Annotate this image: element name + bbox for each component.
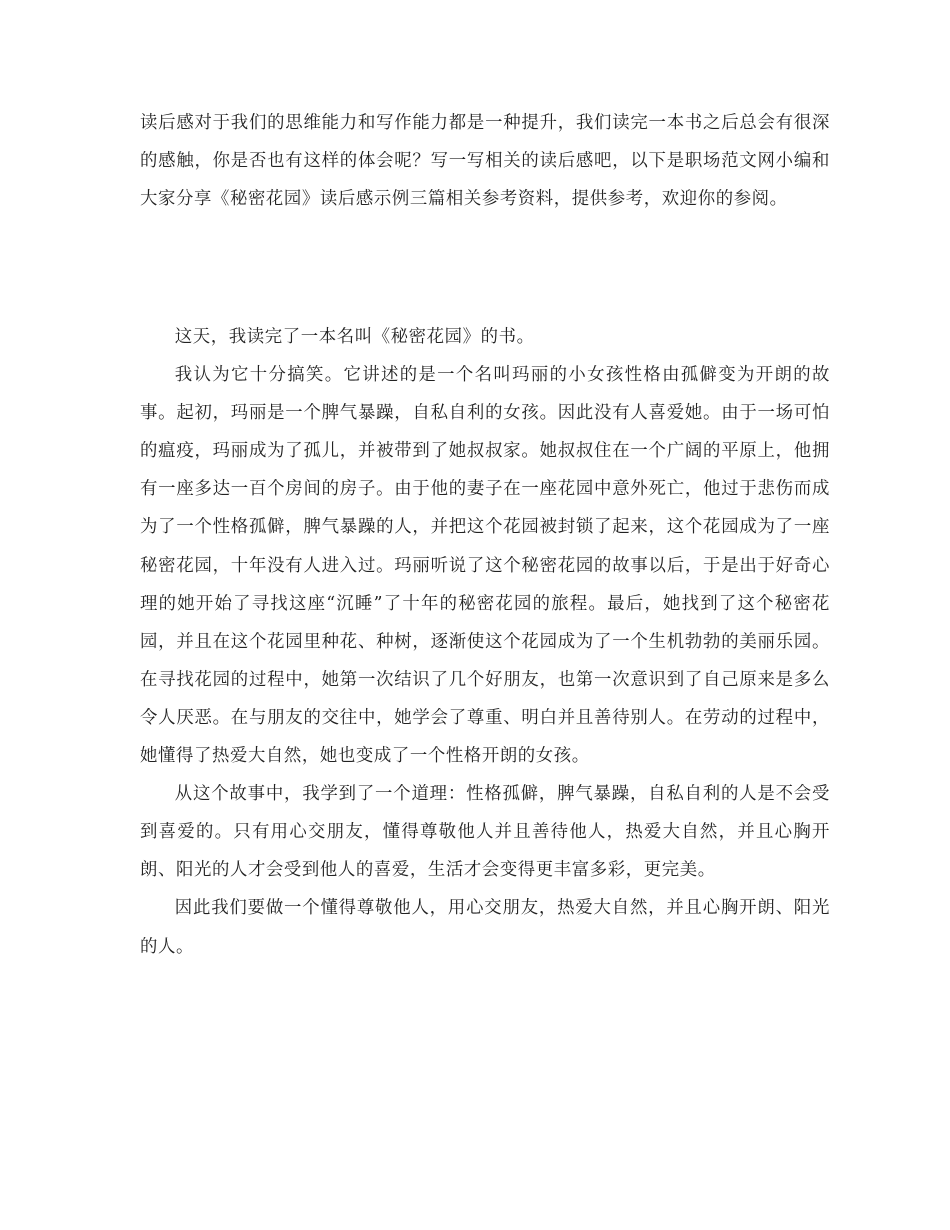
essay-body: [140, 318, 830, 966]
essay-paragraph-2: 我认为它十分搞笑。它讲述的是一个名叫玛丽的小女孩性格由孤僻变为开朗的故事。起初，玛丽是一个脾气暴躁，自私自利的女孩。因此没有人喜爱她。由于一场可怕的瘟疫，玛丽成为了孤儿，并被带到了她叔叔家。她叔叔住在一个广阔的平原上，他拥有一座多达一百个房间的房子。由于他的妻子在一座花园中意外死亡，他过于悲伤而成为了一个性格孤僻，脾气暴躁的人，并把这个花园被封锁了起来，这个花园成为了一座秘密花园，十年没有人进入过。玛丽听说了这个秘密花园的故事以后，于是出于好奇心理的她开始了寻找这座“沉睡”了十年的秘密花园的旅程。最后，她找到了这个秘密花园，并且在这个花园里种花、种树，逐渐使这个花园成为了一个生机勃勃的美丽乐园。在寻找花园的过程中，她第一次结识了几个好朋友，也第一次意识到了自己原来是多么令人厌恶。在与朋友的交往中，她学会了尊重、明白并且善待别人。在劳动的过程中，她懂得了热爱大自然，她也变成了一个性格开朗的女孩。: [140, 365, 830, 767]
essay-paragraph-4: 因此我们要做一个懂得尊敬他人，用心交朋友，热爱大自然，并且心胸开朗、阳光的人。: [140, 898, 830, 957]
intro-paragraph: 读后感对于我们的思维能力和写作能力都是一种提升，我们读完一本书之后总会有很深的感触，你是否也有这样的体会呢？写一写相关的读后感吧，以下是职场范文网小编和大家分享《秘密花园》读后感示例三篇相关参考资料，提供参考，欢迎你的参阅。: [140, 113, 830, 210]
intro-section: [140, 104, 830, 218]
essay-paragraph-1: 这天，我读完了一本名叫《秘密花园》的书。: [174, 327, 535, 347]
essay-paragraph-3: 从这个故事中，我学到了一个道理：性格孤僻，脾气暴躁，自私自利的人是不会受到喜爱的。只有用心交朋友，懂得尊敬他人并且善待他人，热爱大自然，并且心胸开朗、阳光的人才会受到他人的喜爱，生活才会变得更丰富多彩，更完美。: [140, 784, 830, 881]
